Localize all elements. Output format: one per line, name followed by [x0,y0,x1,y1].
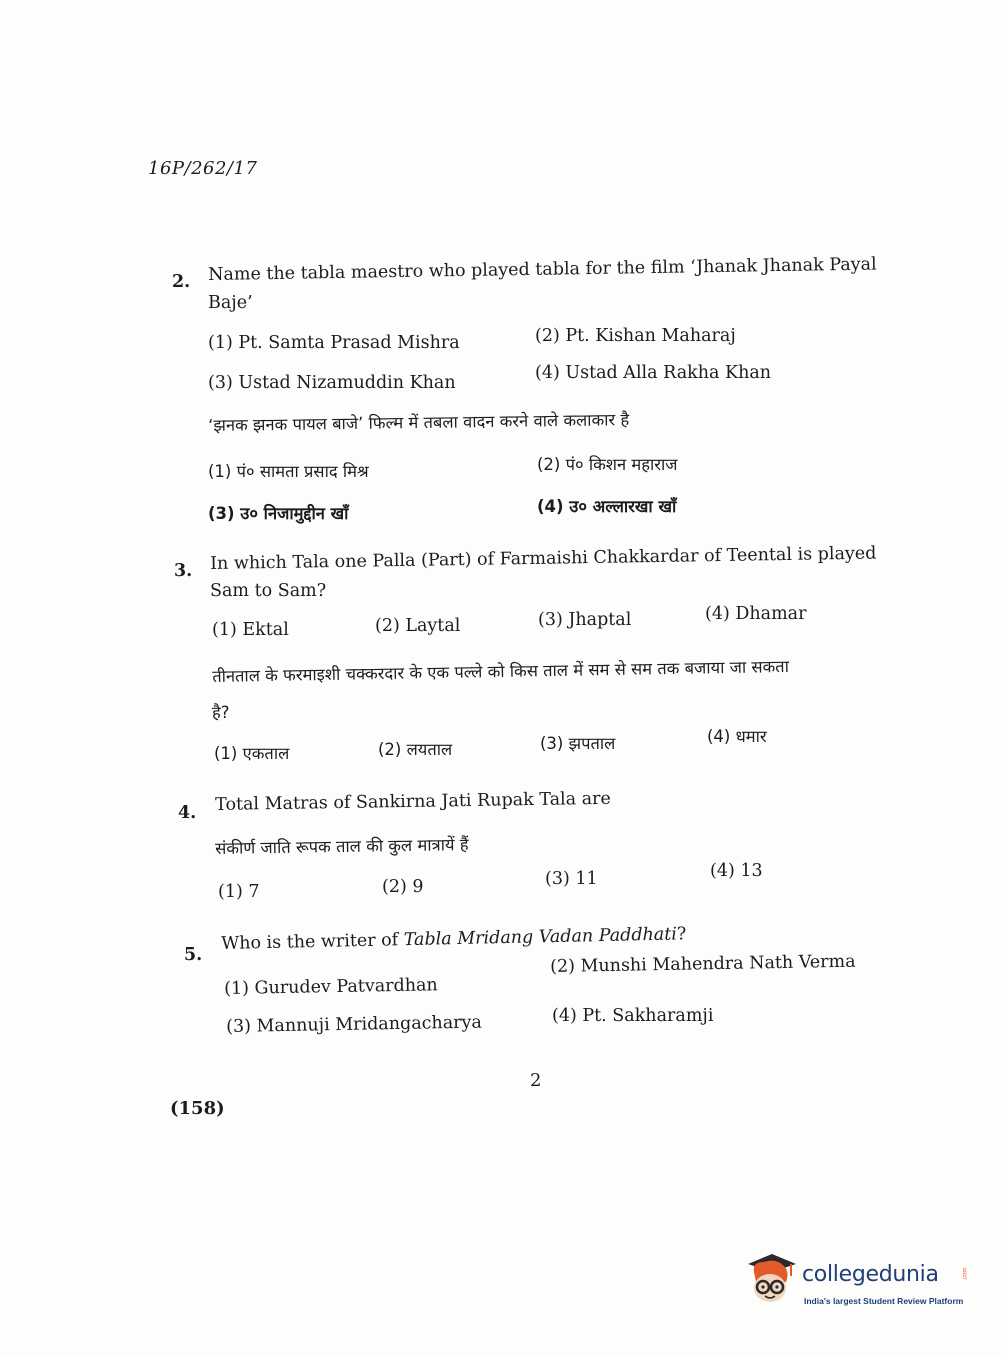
option-1-hindi[interactable]: (1) पं० सामता प्रसाद मिश्र [208,462,369,481]
option-4[interactable]: (4) Pt. Sakharamji [552,1006,714,1026]
option-2-hindi[interactable]: (2) पं० किशन महाराज [537,455,678,474]
option-2[interactable]: (2) 9 [382,877,424,897]
option-4[interactable]: (4) 13 [710,861,763,881]
footer-code: (158) [170,1098,225,1119]
option-4-hindi[interactable]: (4) उ० अल्लारखा खाँ [537,497,677,516]
option-1[interactable]: (1) Ektal [212,620,289,640]
option-3[interactable]: (3) 11 [545,869,598,889]
option-4-hindi[interactable]: (4) धमार [707,727,767,746]
question-text-line1: In which Tala one Palla (Part) of Farmaishi Chakkardar of Teental is played [210,543,877,574]
option-3[interactable]: (3) Ustad Nizamuddin Khan [208,373,456,393]
option-2[interactable]: (2) Munshi Mahendra Nath Verma [550,951,856,977]
logo-domain: .com [962,1267,969,1281]
option-3-hindi[interactable]: (3) उ० निजामुद्दीन खाँ [208,504,349,523]
question-text-line2: Baje’ [208,293,253,313]
option-3-hindi[interactable]: (3) झपताल [540,734,616,753]
question-number: 4. [178,803,197,823]
mascot-icon [742,1250,798,1308]
option-1[interactable]: (1) Pt. Samta Prasad Mishra [208,333,460,353]
question-number: 3. [174,561,193,581]
question-text: Total Matras of Sankirna Jati Rupak Tala are [215,788,611,815]
collegedunia-logo [742,1248,972,1318]
question-number: 5. [184,945,203,965]
option-1-hindi[interactable]: (1) एकताल [214,744,290,763]
logo-tagline: India's largest Student Review Platform [804,1296,964,1306]
option-1[interactable]: (1) Gurudev Patvardhan [224,975,438,999]
option-2[interactable]: (2) Pt. Kishan Maharaj [535,326,736,346]
question-text-hindi: संकीर्ण जाति रूपक ताल की कुल मात्रायें हैं [215,835,469,858]
question-text-line1: Name the tabla maestro who played tabla for the film ‘Jhanak Jhanak Payal [208,254,877,285]
question-text-line2: Sam to Sam? [210,581,327,601]
option-3[interactable]: (3) Mannuji Mridangacharya [226,1012,483,1037]
question-text-prefix: Who is the writer of [221,930,404,954]
option-4[interactable]: (4) Dhamar [705,604,807,624]
question-text [221,923,687,956]
page-number: 2 [530,1070,542,1091]
option-2-hindi[interactable]: (2) लयताल [378,740,453,759]
question-number: 2. [172,272,191,292]
book-title: Tabla Mridang Vadan Paddhati [403,924,678,951]
question-text-hindi-line2: है? [212,703,230,722]
option-2[interactable]: (2) Laytal [375,616,461,636]
question-text-hindi: ‘झनक झनक पायल बाजे’ फिल्म में तबला वादन करने वाले कलाकार है [208,410,630,435]
question-text-hindi-line1: तीनताल के फरमाइशी चक्करदार के एक पल्ले को किस ताल में सम से सम तक बजाया जा सकता [212,656,790,686]
logo-name: collegedunia [802,1262,939,1287]
option-4[interactable]: (4) Ustad Alla Rakha Khan [535,363,772,383]
question-mark: ? [676,924,687,945]
paper-code: 16P/262/17 [148,158,258,179]
option-1[interactable]: (1) 7 [218,882,260,902]
option-3[interactable]: (3) Jhaptal [538,610,632,630]
